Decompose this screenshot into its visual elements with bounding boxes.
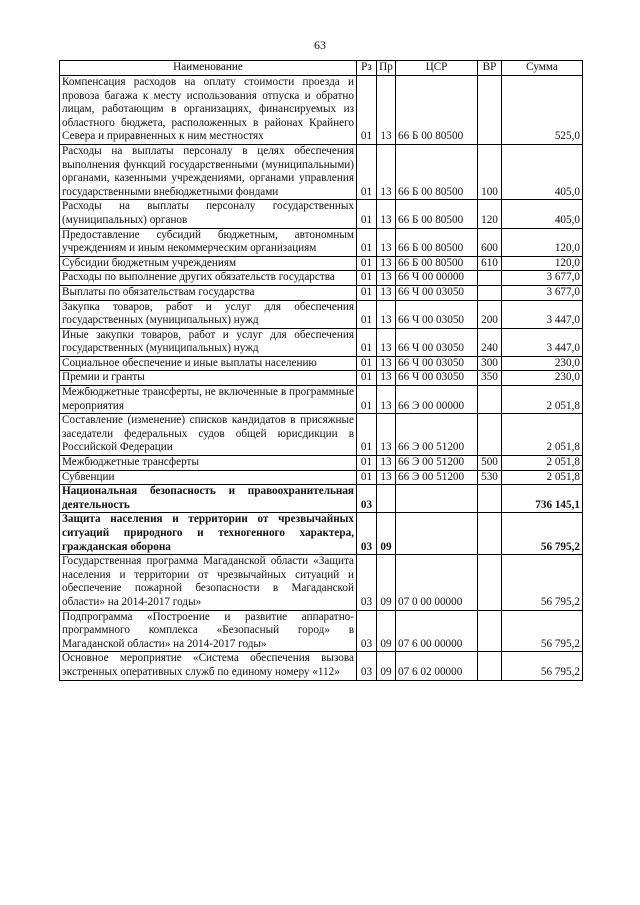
row-pr-cell: 09 — [377, 610, 396, 652]
row-csr-cell: 66 Ч 00 03050 — [396, 356, 478, 371]
row-csr-cell: 66 Ч 00 03050 — [396, 300, 478, 328]
row-csr-cell: 66 Ч 00 03050 — [396, 371, 478, 386]
row-rz-cell: 01 — [357, 271, 377, 286]
row-csr-cell: 66 Э 00 51200 — [396, 456, 478, 471]
row-sum-cell: 2 051,8 — [502, 456, 583, 471]
row-sum-cell: 56 795,2 — [502, 555, 583, 610]
row-vr-cell: 200 — [478, 300, 502, 328]
header-name: Наименование — [60, 61, 357, 76]
row-pr-cell: 13 — [377, 328, 396, 356]
row-rz-cell: 03 — [357, 485, 377, 513]
row-rz-cell: 01 — [357, 76, 377, 145]
row-pr-cell: 13 — [377, 228, 396, 256]
table-row — [60, 300, 583, 328]
header-csr: ЦСР — [396, 61, 478, 76]
table-row — [60, 456, 583, 471]
table-row — [60, 271, 583, 286]
row-csr-cell — [396, 513, 478, 555]
row-sum-cell: 525,0 — [502, 76, 583, 145]
row-vr-cell — [478, 610, 502, 652]
row-name-cell: Выплаты по обязательствам государства — [60, 285, 357, 300]
row-rz-cell: 01 — [357, 470, 377, 485]
table-row — [60, 76, 583, 145]
row-vr-cell — [478, 76, 502, 145]
table-row — [60, 371, 583, 386]
table-row — [60, 470, 583, 485]
table-row — [60, 652, 583, 680]
row-pr-cell: 13 — [377, 371, 396, 386]
header-pr: Пр — [377, 61, 396, 76]
row-rz-cell: 01 — [357, 456, 377, 471]
row-pr-cell: 13 — [377, 144, 396, 199]
row-name-cell: Подпрограмма «Построение и развитие аппаратно-программного комплекса «Безопасный город» в Магаданской области» на 2014-2017 годы» — [60, 610, 357, 652]
row-pr-cell: 13 — [377, 300, 396, 328]
row-sum-cell: 3 677,0 — [502, 271, 583, 286]
row-name-cell: Государственная программа Магаданской области «Защита населения и территории от чрезвычайных ситуаций и обеспечение пожарной безопасности в Магаданской области» на 2014-2017 годы» — [60, 555, 357, 610]
row-vr-cell — [478, 485, 502, 513]
row-csr-cell: 66 Э 00 51200 — [396, 470, 478, 485]
row-sum-cell: 56 795,2 — [502, 610, 583, 652]
row-rz-cell: 01 — [357, 300, 377, 328]
row-vr-cell — [478, 513, 502, 555]
row-name-cell: Расходы по выполнение других обязательств государства — [60, 271, 357, 286]
row-pr-cell: 13 — [377, 386, 396, 414]
row-pr-cell: 13 — [377, 271, 396, 286]
row-name-cell: Основное мероприятие «Система обеспечения вызова экстренных оперативных служб по единому номеру «112» — [60, 652, 357, 680]
row-pr-cell: 13 — [377, 470, 396, 485]
budget-table — [59, 60, 583, 681]
row-rz-cell: 01 — [357, 256, 377, 271]
row-sum-cell: 405,0 — [502, 144, 583, 199]
row-rz-cell: 03 — [357, 610, 377, 652]
row-csr-cell: 66 Б 00 80500 — [396, 228, 478, 256]
row-name-cell: Социальное обеспечение и иные выплаты населению — [60, 356, 357, 371]
row-name-cell: Национальная безопасность и правоохранительная деятельность — [60, 485, 357, 513]
row-rz-cell: 01 — [357, 228, 377, 256]
row-csr-cell: 07 0 00 00000 — [396, 555, 478, 610]
row-rz-cell: 01 — [357, 144, 377, 199]
table-row — [60, 610, 583, 652]
table-row — [60, 513, 583, 555]
row-sum-cell: 3 447,0 — [502, 300, 583, 328]
row-vr-cell: 600 — [478, 228, 502, 256]
header-rz: Рз — [357, 61, 377, 76]
page-number: 63 — [314, 38, 326, 52]
row-name-cell: Расходы на выплаты персоналу государственных (муниципальных) органов — [60, 200, 357, 228]
row-csr-cell: 66 Б 00 80500 — [396, 144, 478, 199]
row-rz-cell: 01 — [357, 285, 377, 300]
row-vr-cell — [478, 285, 502, 300]
row-pr-cell: 13 — [377, 76, 396, 145]
row-rz-cell: 03 — [357, 513, 377, 555]
row-vr-cell: 100 — [478, 144, 502, 199]
table-header-row — [60, 61, 583, 76]
row-pr-cell: 13 — [377, 456, 396, 471]
row-pr-cell — [377, 485, 396, 513]
row-rz-cell: 01 — [357, 356, 377, 371]
row-rz-cell: 01 — [357, 200, 377, 228]
row-name-cell: Составление (изменение) списков кандидатов в присяжные заседатели федеральных судов общей юрисдикции в Российской Федерации — [60, 414, 357, 456]
row-csr-cell: 66 Ч 00 00000 — [396, 271, 478, 286]
row-sum-cell: 3 677,0 — [502, 285, 583, 300]
table-row — [60, 386, 583, 414]
row-vr-cell: 120 — [478, 200, 502, 228]
row-vr-cell: 240 — [478, 328, 502, 356]
table-row — [60, 285, 583, 300]
row-name-cell: Иные закупки товаров, работ и услуг для обеспечения государственных (муниципальных) нужд — [60, 328, 357, 356]
row-vr-cell: 530 — [478, 470, 502, 485]
row-csr-cell: 66 Ч 00 03050 — [396, 328, 478, 356]
row-name-cell: Компенсация расходов на оплату стоимости проезда и провоза багажа к месту использования отпуска и обратно лицам, работающим в организациях, финансируемых из областного бюджета, расположенных в районах Крайнего Севера и приравненных к ним местностях — [60, 76, 357, 145]
row-vr-cell — [478, 414, 502, 456]
header-sum: Сумма — [502, 61, 583, 76]
row-vr-cell: 350 — [478, 371, 502, 386]
table-row — [60, 485, 583, 513]
row-rz-cell: 01 — [357, 386, 377, 414]
row-sum-cell: 2 051,8 — [502, 386, 583, 414]
header-vr: ВР — [478, 61, 502, 76]
row-rz-cell: 03 — [357, 652, 377, 680]
row-csr-cell: 07 6 02 00000 — [396, 652, 478, 680]
row-pr-cell: 13 — [377, 414, 396, 456]
row-pr-cell: 09 — [377, 513, 396, 555]
table-row — [60, 200, 583, 228]
row-name-cell: Межбюджетные трансферты, не включенные в программные мероприятия — [60, 386, 357, 414]
row-pr-cell: 09 — [377, 555, 396, 610]
row-name-cell: Защита населения и территории от чрезвычайных ситуаций природного и техногенного характера, гражданская оборона — [60, 513, 357, 555]
row-name-cell: Закупка товаров, работ и услуг для обеспечения государственных (муниципальных) нужд — [60, 300, 357, 328]
row-name-cell: Субсидии бюджетным учреждениям — [60, 256, 357, 271]
row-csr-cell: 66 Б 00 80500 — [396, 200, 478, 228]
row-rz-cell: 01 — [357, 414, 377, 456]
row-vr-cell — [478, 271, 502, 286]
table-row — [60, 555, 583, 610]
row-sum-cell: 56 795,2 — [502, 652, 583, 680]
row-vr-cell — [478, 386, 502, 414]
row-vr-cell — [478, 652, 502, 680]
row-vr-cell — [478, 555, 502, 610]
table-body — [60, 76, 583, 681]
row-csr-cell: 07 6 00 00000 — [396, 610, 478, 652]
row-sum-cell: 2 051,8 — [502, 470, 583, 485]
row-name-cell: Предоставление субсидий бюджетным, автономным учреждениям и иным некоммерческим организациям — [60, 228, 357, 256]
table-row — [60, 256, 583, 271]
row-pr-cell: 09 — [377, 652, 396, 680]
table-row — [60, 144, 583, 199]
row-vr-cell: 610 — [478, 256, 502, 271]
row-rz-cell: 03 — [357, 555, 377, 610]
row-vr-cell: 500 — [478, 456, 502, 471]
row-csr-cell: 66 Б 00 80500 — [396, 76, 478, 145]
row-csr-cell: 66 Э 00 51200 — [396, 414, 478, 456]
row-sum-cell: 405,0 — [502, 200, 583, 228]
row-name-cell: Премии и гранты — [60, 371, 357, 386]
row-csr-cell: 66 Ч 00 03050 — [396, 285, 478, 300]
row-rz-cell: 01 — [357, 371, 377, 386]
row-sum-cell: 736 145,1 — [502, 485, 583, 513]
row-pr-cell: 13 — [377, 356, 396, 371]
table-row — [60, 328, 583, 356]
row-name-cell: Межбюджетные трансферты — [60, 456, 357, 471]
table-row — [60, 356, 583, 371]
row-sum-cell: 2 051,8 — [502, 414, 583, 456]
table-row — [60, 228, 583, 256]
row-sum-cell: 56 795,2 — [502, 513, 583, 555]
row-sum-cell: 3 447,0 — [502, 328, 583, 356]
row-pr-cell: 13 — [377, 256, 396, 271]
row-sum-cell: 230,0 — [502, 371, 583, 386]
row-name-cell: Расходы на выплаты персоналу в целях обеспечения выполнения функций государственными (муниципальными) органами, казенными учреждениями, органами управления государственными внебюджетными фондами — [60, 144, 357, 199]
row-pr-cell: 13 — [377, 285, 396, 300]
row-rz-cell: 01 — [357, 328, 377, 356]
row-sum-cell: 120,0 — [502, 228, 583, 256]
row-csr-cell — [396, 485, 478, 513]
row-sum-cell: 230,0 — [502, 356, 583, 371]
row-pr-cell: 13 — [377, 200, 396, 228]
row-vr-cell: 300 — [478, 356, 502, 371]
table-row — [60, 414, 583, 456]
row-name-cell: Субвенции — [60, 470, 357, 485]
row-sum-cell: 120,0 — [502, 256, 583, 271]
row-csr-cell: 66 Э 00 00000 — [396, 386, 478, 414]
row-csr-cell: 66 Б 00 80500 — [396, 256, 478, 271]
